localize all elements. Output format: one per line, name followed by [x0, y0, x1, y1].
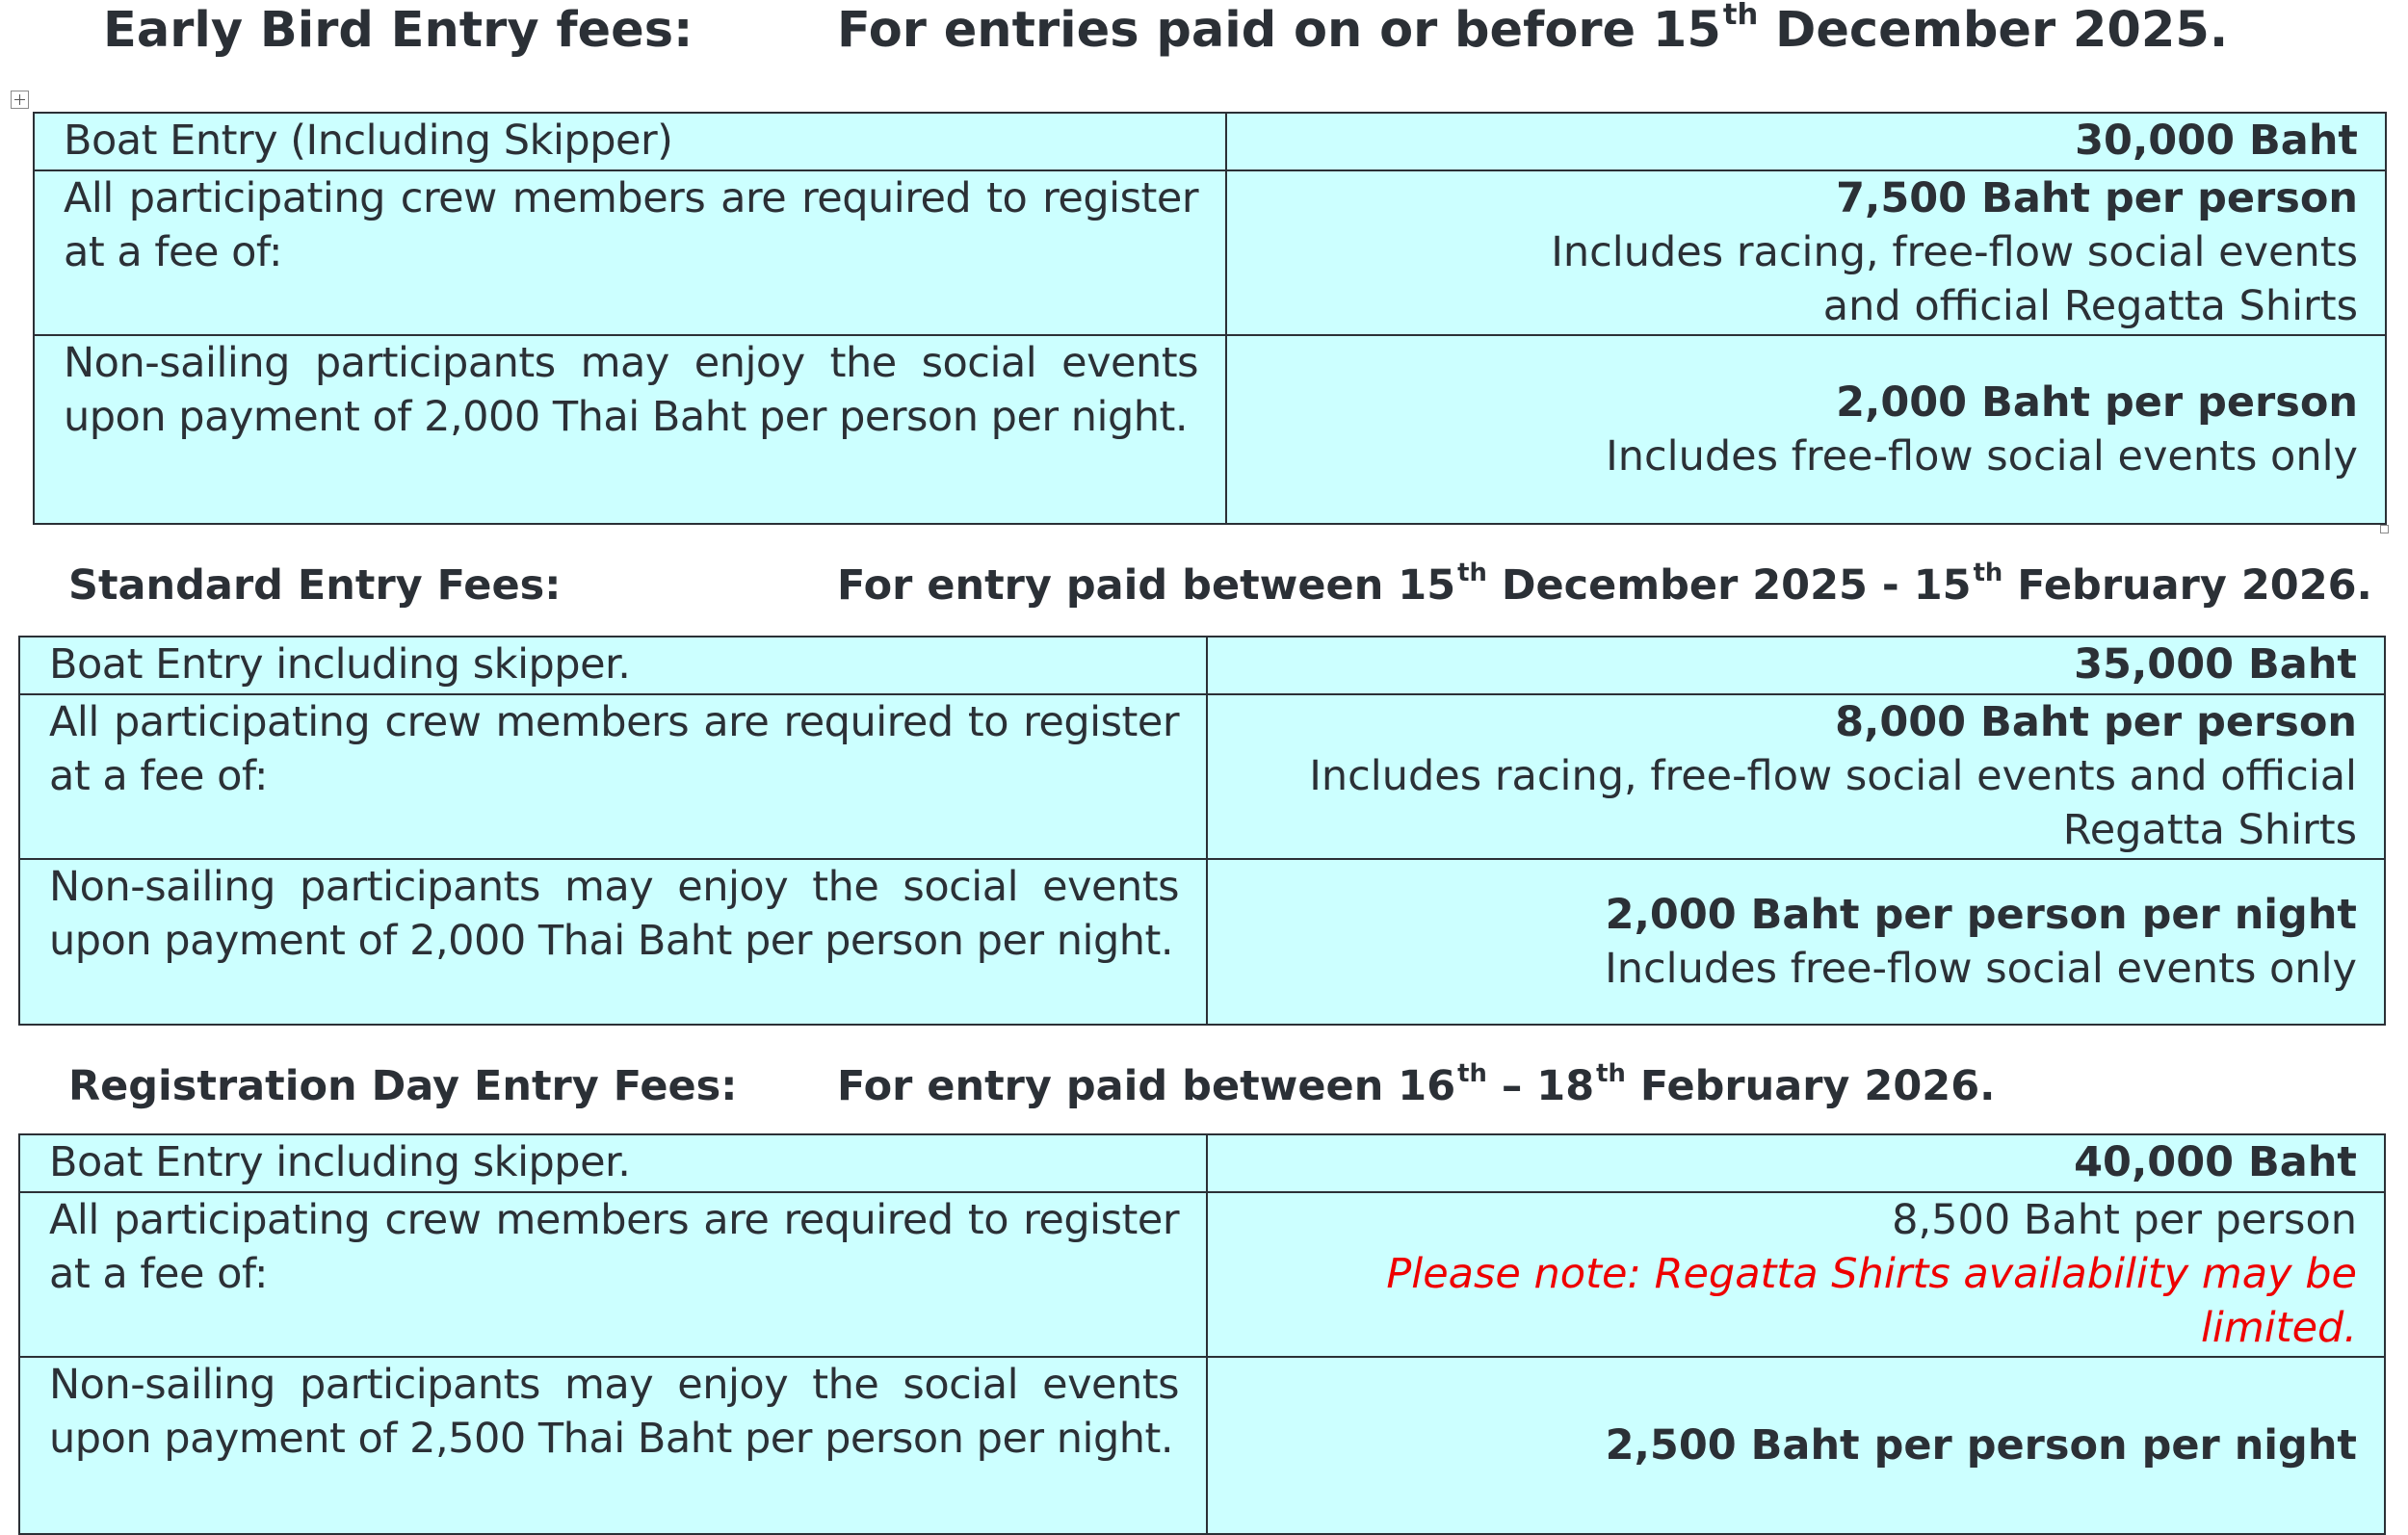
standard-period-middle: December 2025 - 15: [1486, 561, 1972, 610]
crew-fee-desc: All participating crew members are required to register at a fee of:: [34, 170, 1226, 335]
standard-period: [837, 551, 2372, 620]
registration-day-period-sup: th: [1596, 1058, 1626, 1088]
crew-fee-desc: All participating crew members are required to register at a fee of:: [19, 694, 1207, 859]
crew-fee-price-cell: [1226, 170, 2386, 335]
registration-day-label: Registration Day Entry Fees:: [68, 1062, 738, 1110]
boat-entry-price: 30,000 Baht: [2075, 117, 2358, 165]
boat-entry-price-cell: [1226, 113, 2386, 170]
registration-day-period-prefix: For entry paid between 16: [837, 1062, 1456, 1110]
table-row: [19, 1192, 2385, 1357]
non-sailing-price-cell: [1207, 859, 2385, 1025]
boat-entry-desc: Boat Entry (Including Skipper): [34, 113, 1226, 170]
registration-day-period-middle: – 18: [1486, 1062, 1595, 1110]
boat-entry-price: 35,000 Baht: [2074, 640, 2357, 689]
standard-period-prefix: For entry paid between 15: [837, 561, 1456, 610]
boat-entry-price-cell: [1207, 637, 2385, 694]
standard-period-sup: th: [1973, 558, 2003, 587]
non-sailing-desc: Non-sailing participants may enjoy the social events upon payment of 2,000 Thai Baht per person per night.: [34, 335, 1226, 524]
shirt-availability-note: limited.: [2200, 1304, 2357, 1352]
early-bird-heading: [0, 0, 2408, 65]
standard-fee-table: [18, 636, 2386, 1026]
registration-day-period: [837, 1052, 1995, 1121]
registration-day-heading: [0, 1052, 2408, 1121]
shirt-availability-note: Please note: Regatta Shirts availability may be: [1386, 1250, 2357, 1298]
non-sailing-desc: Non-sailing participants may enjoy the social events upon payment of 2,000 Thai Baht per person per night.: [19, 859, 1207, 1025]
crew-fee-detail: Regatta Shirts: [2062, 806, 2357, 854]
boat-entry-price: 40,000 Baht: [2074, 1138, 2357, 1186]
crew-fee-price-cell: [1207, 694, 2385, 859]
non-sailing-detail: Includes free-flow social events only: [1606, 432, 2358, 481]
crew-fee-desc: All participating crew members are required to register at a fee of:: [19, 1192, 1207, 1357]
crew-fee-price-cell: [1207, 1192, 2385, 1357]
table-row: [34, 170, 2386, 335]
non-sailing-price-cell: [1207, 1357, 2385, 1534]
crew-fee-detail: Includes racing, free-flow social events: [1551, 228, 2358, 276]
early-bird-period: [837, 0, 2228, 65]
standard-period-sup: th: [1457, 558, 1487, 587]
early-bird-label: Early Bird Entry fees:: [103, 2, 694, 59]
table-row: [34, 335, 2386, 524]
boat-entry-desc: Boat Entry including skipper.: [19, 637, 1207, 694]
registration-day-period-suffix: February 2026.: [1625, 1062, 1996, 1110]
standard-label: Standard Entry Fees:: [68, 561, 562, 610]
crew-fee-price: 8,000 Baht per person: [1835, 698, 2357, 746]
table-resize-handle-icon[interactable]: [2380, 525, 2389, 533]
non-sailing-detail: Includes free-flow social events only: [1605, 945, 2357, 993]
table-row: [19, 1357, 2385, 1534]
early-bird-fee-table: [33, 112, 2387, 525]
registration-day-period-sup: th: [1457, 1058, 1487, 1088]
non-sailing-price: 2,000 Baht per person: [1836, 378, 2358, 427]
standard-period-suffix: February 2026.: [2002, 561, 2372, 610]
non-sailing-price: 2,500 Baht per person per night: [1605, 1421, 2357, 1470]
table-move-handle-icon[interactable]: [11, 91, 29, 109]
early-bird-period-prefix: For entries paid on or before 15: [837, 2, 1721, 59]
table-row: [34, 113, 2386, 170]
standard-heading: [0, 551, 2408, 620]
non-sailing-price: 2,000 Baht per person per night: [1605, 891, 2357, 939]
crew-fee-detail: Includes racing, free-flow social events and official: [1309, 752, 2357, 800]
registration-day-fee-table: [18, 1133, 2386, 1535]
non-sailing-price-cell: [1226, 335, 2386, 524]
table-row: [19, 637, 2385, 694]
crew-fee-price: 8,500 Baht per person: [1892, 1196, 2357, 1244]
early-bird-period-sup: th: [1722, 0, 1759, 33]
boat-entry-desc: Boat Entry including skipper.: [19, 1134, 1207, 1192]
crew-fee-price: 7,500 Baht per person: [1836, 174, 2358, 222]
table-row: [19, 859, 2385, 1025]
table-row: [19, 1134, 2385, 1192]
table-row: [19, 694, 2385, 859]
crew-fee-detail: and official Regatta Shirts: [1822, 282, 2358, 330]
boat-entry-price-cell: [1207, 1134, 2385, 1192]
non-sailing-desc: Non-sailing participants may enjoy the social events upon payment of 2,500 Thai Baht per person per night.: [19, 1357, 1207, 1534]
early-bird-period-suffix: December 2025.: [1758, 2, 2229, 59]
